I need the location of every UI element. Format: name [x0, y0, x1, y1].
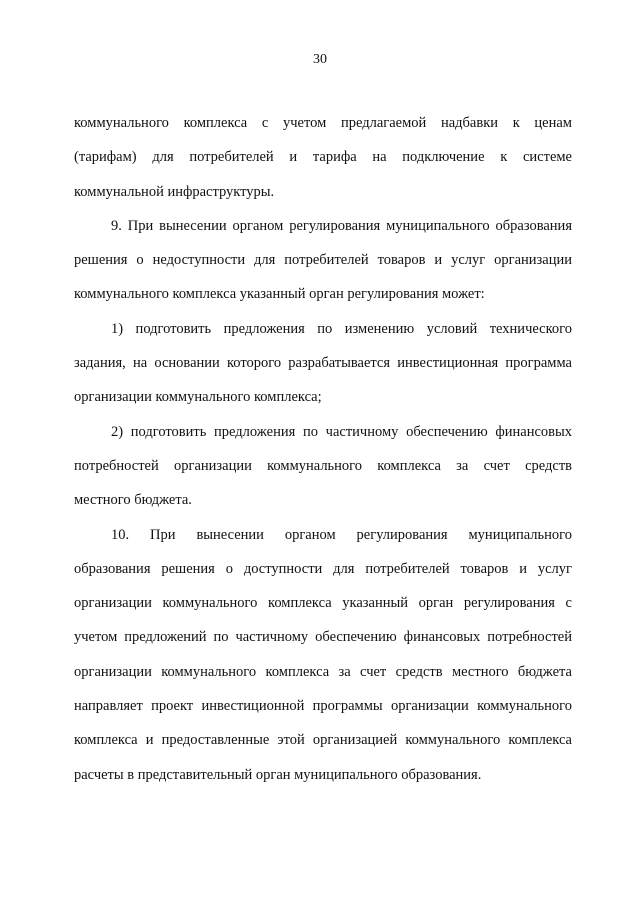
paragraph-2-line-1: 9. При вынесении органом регулирования муниципального образования: [111, 217, 572, 234]
paragraph-5-line-8: расчеты в представительный орган муниципального образования.: [74, 766, 482, 783]
paragraph-5-line-7: комплекса и предоставленные этой организацией коммунального комплекса: [74, 732, 572, 749]
paragraph-5-line-3: организации коммунального комплекса указанный орган регулирования с: [74, 595, 572, 612]
paragraph-4-line-2: потребностей организации коммунального комплекса за счет средств: [74, 457, 572, 474]
paragraph-3-line-2: задания, на основании которого разрабатывается инвестиционная программа: [74, 355, 572, 372]
paragraph-2-line-3: коммунального комплекса указанный орган регулирования может:: [74, 286, 485, 303]
paragraph-1-line-2: (тарифам) для потребителей и тарифа на подключение к системе: [74, 149, 572, 166]
page-number: 30: [313, 52, 327, 67]
paragraph-5-line-5: организации коммунального комплекса за счет средств местного бюджета: [74, 663, 572, 680]
paragraph-3-line-1: 1) подготовить предложения по изменению условий технического: [111, 320, 572, 337]
paragraph-5-line-6: направляет проект инвестиционной программы организации коммунального: [74, 698, 572, 715]
paragraph-4-line-3: местного бюджета.: [74, 492, 192, 509]
paragraph-4-line-1: 2) подготовить предложения по частичному обеспечению финансовых: [111, 423, 572, 440]
paragraph-2-line-2: решения о недоступности для потребителей товаров и услуг организации: [74, 252, 572, 269]
document-body: [74, 106, 572, 792]
paragraph-5-line-2: образования решения о доступности для потребителей товаров и услуг: [74, 560, 572, 577]
paragraph-1-line-1: коммунального комплекса с учетом предлагаемой надбавки к ценам: [74, 115, 572, 131]
paragraph-5-line-4: учетом предложений по частичному обеспечению финансовых потребностей: [74, 629, 572, 646]
paragraph-1-line-3: коммунальной инфраструктуры.: [74, 183, 275, 200]
paragraph-3-line-3: организации коммунального комплекса;: [74, 389, 322, 406]
paragraph-5-line-1: 10. При вынесении органом регулирования муниципального: [111, 526, 572, 543]
